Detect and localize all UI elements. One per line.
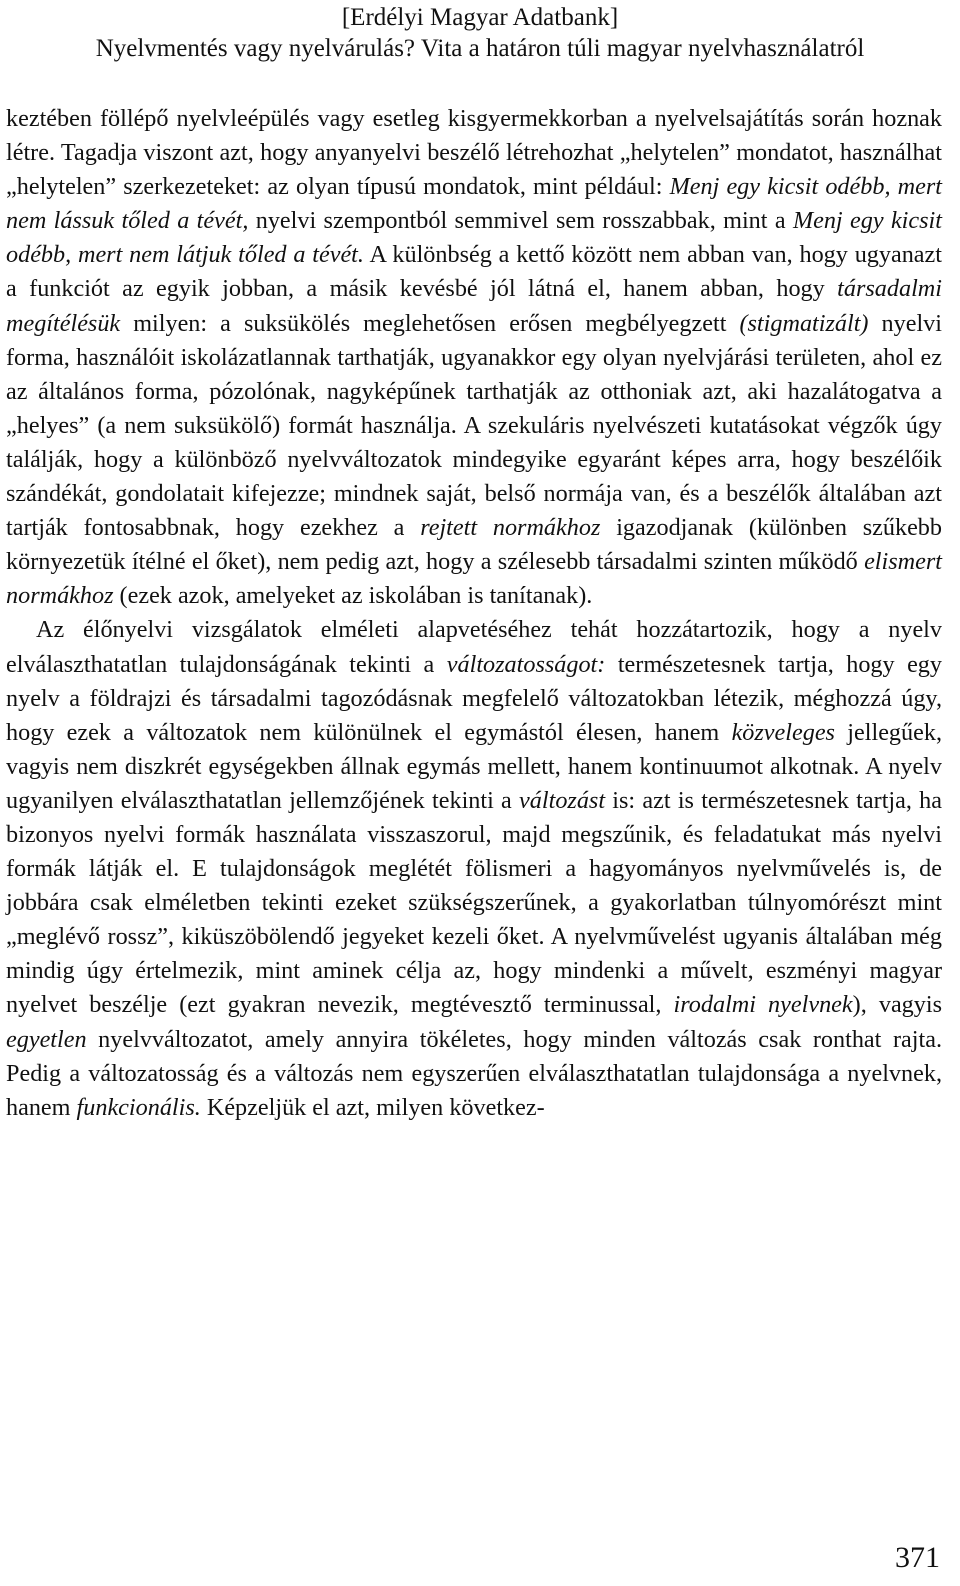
italic-text: Menj egy kicsit odébb, mert nem lássuk tőled a tévét, [6, 173, 942, 235]
text-run: is: azt is természetesnek tartja, ha bizonyos nyelvi formák használata visszaszorul, majd megszűnik, és feladatukat más nyelvi formák látják el. E tulajdonságok meglétét fölismeri a hagyományos nyelvművelés is, de jobbára csak elméletben tekinti ezeket szükségszerűnek, a gyakorlatban túlnyomórészt mint „meglévő rossz”, kiküszöbölendő jegyeket kezeli őket. A nyelvművelést ugyanis általában még mindig úgy értelmezik, mint aminek célja az, hogy mindenki a művelt, eszményi magyar nyelvet beszélje (ezt gyakran nevezik, megtévesztő terminussal, [6, 786, 942, 1019]
italic-text: elismert normákhoz [6, 548, 942, 610]
text-run: (ezek azok, amelyeket az iskolában is tanítanak). [113, 582, 593, 610]
italic-text: egyetlen [6, 1025, 87, 1053]
text-run: nyelvi szempontból semmivel sem rosszabbak, mint a [248, 207, 793, 235]
paragraph [6, 613, 942, 1124]
text-run: igazodjanak (különben szűkebb környezetük ítélné el őket), nem pedig azt, hogy a szélesebb társadalmi szinten működő [6, 514, 942, 576]
document-title: Nyelvmentés vagy nyelvárulás? Vita a határon túli magyar nyelvhasználatról [95, 35, 865, 62]
italic-text: változatosságot: [446, 650, 606, 678]
site-name: [Erdélyi Magyar Adatbank] [341, 4, 619, 31]
text-run: ), vagyis [852, 991, 942, 1019]
text-run: A különbség a kettő között nem abban van, hogy ugyanazt a funkciót az egyik jobban, a másik kevésbé jól látná el, hanem abban, hogy [6, 241, 942, 303]
italic-text: funkcionális. [76, 1093, 201, 1121]
italic-text: változást [519, 786, 606, 814]
italic-text: rejtett normákhoz [420, 514, 601, 542]
text-run: Az élőnyelvi vizsgálatok elméleti alapvetéséhez tehát hozzátartozik, hogy a nyelv elválaszthatatlan tulajdonságának tekinti a [6, 616, 942, 678]
paragraph [6, 102, 942, 613]
italic-text: irodalmi nyelvnek [673, 991, 853, 1019]
italic-text: közveleges [731, 718, 835, 746]
page-header [0, 2, 960, 64]
text-run: jellegűek, vagyis nem diszkrét egységekben állnak egymás mellett, hanem kontinuumot alkotnak. A nyelv ugyanilyen elválaszthatatlan jellemzőjének tekinti a [6, 718, 942, 814]
italic-text: társadalmi megítélésük [6, 275, 942, 337]
page-number: 371 [895, 1541, 940, 1574]
text-run: milyen: a suksükölés meglehetősen erősen megbélyegzett [120, 309, 740, 337]
text-run: nyelvváltozatot, amely annyira tökéletes, hogy minden változás csak ronthat rajta. Pedig a változatosság és a változás nem egyszerűen elválaszthatatlan tulajdonsága a nyelvnek, hanem [6, 1025, 942, 1121]
text-run: Képzeljük el azt, milyen következ- [200, 1093, 545, 1121]
text-run: nyelvi forma, használóit iskolázatlannak tarthatják, ugyanakkor egy olyan nyelvjárási területen, ahol ez az általános forma, pózolónak, nagyképűnek tarthatják az otthoniak azt, aki hazalátogatva a „helyes” (a nem suksükölő) formát használja. A szekuláris nyelvészeti kutatásokat végzők úgy találják, hogy a különböző nyelvváltozatok mindegyike egyaránt képes arra, hogy beszélőik szándékát, gondolatait kifejezze; mindnek saját, belső normája van, és a beszélők általában azt tartják fontosabbnak, hogy ezekhez a [6, 309, 942, 542]
document-body [6, 102, 942, 1125]
text-run: keztében föllépő nyelvleépülés vagy esetleg kisgyermekkorban a nyelvelsajátítás során hoznak létre. Tagadja viszont azt, hogy anyanyelvi beszélő létrehozhat „helytelen” mondatot, használhat „helytelen” szerkezeteket: az olyan típusú mondatok, mint például: [6, 105, 942, 201]
text-run: természetesnek tartja, hogy egy nyelv a földrajzi és társadalmi tagozódásnak megfelelő változatokban létezik, méghozzá úgy, hogy ezek a változatok nem különülnek el egymástól élesen, hanem [6, 650, 942, 746]
italic-text: Menj egy kicsit odébb, mert nem látjuk tőled a tévét. [6, 207, 942, 269]
italic-text: (stigmatizált) [739, 309, 869, 337]
